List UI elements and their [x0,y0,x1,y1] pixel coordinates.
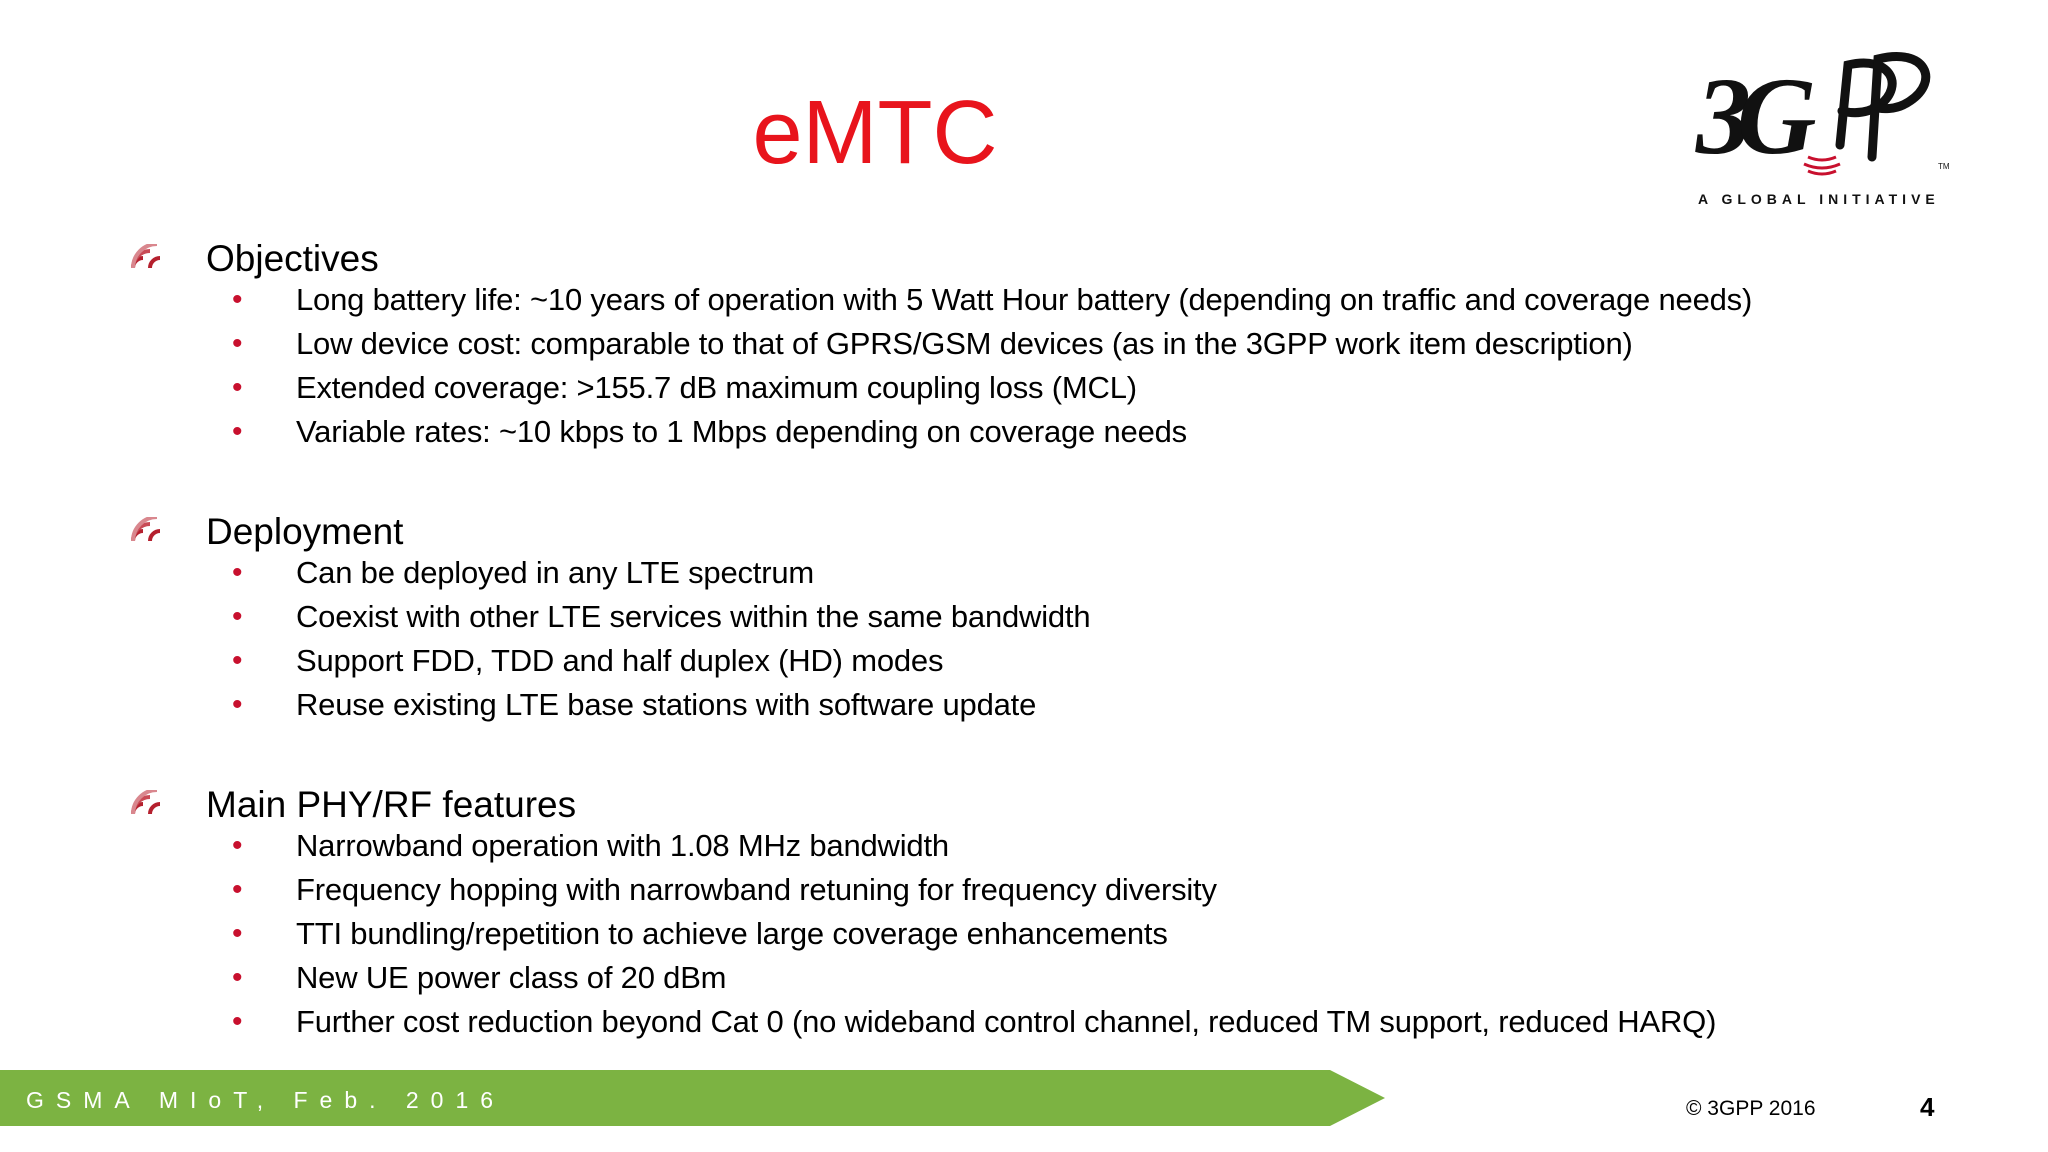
bullet-text: Long battery life: ~10 years of operation with 5 Watt Hour battery (depending on traffic and coverage needs) [296,282,1753,317]
bullet-text: Reuse existing LTE base stations with software update [296,687,1037,722]
bullet-text: Variable rates: ~10 kbps to 1 Mbps depending on coverage needs [296,414,1187,449]
bullet-glyph: • [232,917,243,950]
bullet-text: Coexist with other LTE services within the same bandwidth [296,599,1091,634]
bullet-item [0,868,1900,912]
bullet-item [0,322,1900,366]
bullet-text: Low device cost: comparable to that of GPRS/GSM devices (as in the 3GPP work item description) [296,326,1633,361]
bullet-text: TTI bundling/repetition to achieve large coverage enhancements [296,916,1168,951]
bullet-item [0,639,1900,683]
bullet-glyph: • [232,1005,243,1038]
bullet-item [0,956,1900,1000]
bullet-item [0,366,1900,410]
bullet-text: Narrowband operation with 1.08 MHz bandwidth [296,828,949,863]
bullet-glyph: • [232,327,243,360]
bullet-text: Extended coverage: >155.7 dB maximum coupling loss (MCL) [296,370,1137,405]
section-header [130,780,1930,830]
bullet-glyph: • [232,688,243,721]
bullet-glyph: • [232,644,243,677]
section-title: Main PHY/RF features [206,784,577,825]
bullet-text: Frequency hopping with narrowband retuning for frequency diversity [296,872,1217,907]
bullet-glyph: • [232,829,243,862]
bullet-item [0,1000,1900,1044]
bullet-item [0,551,1900,595]
bullet-glyph: • [232,283,243,316]
section-title: Objectives [206,238,379,279]
bullet-text: Further cost reduction beyond Cat 0 (no wideband control channel, reduced TM support, reduced HARQ) [296,1004,1717,1039]
bullet-glyph: • [232,415,243,448]
bullet-text: Can be deployed in any LTE spectrum [296,555,815,590]
bullet-glyph: • [232,600,243,633]
slide-title: eMTC [752,83,998,183]
bullet-text: Support FDD, TDD and half duplex (HD) modes [296,643,944,678]
footer-label: GSMA MIoT, Feb. 2016 [26,1087,506,1113]
bullet-item [0,824,1900,868]
bullet-item [0,912,1900,956]
page-number: 4 [1920,1092,1935,1122]
bullet-item [0,683,1900,727]
bullet-glyph: • [232,873,243,906]
section-title: Deployment [206,511,404,552]
bullet-glyph: • [232,961,243,994]
bullet-item [0,410,1900,454]
svg-text:3G: 3G [1696,55,1803,177]
signal-waves-icon [130,517,164,545]
3gpp-logo-icon [1690,45,1970,185]
signal-waves-icon [130,790,164,818]
bullet-glyph: • [232,371,243,404]
section-header [130,234,1930,284]
bullet-text: New UE power class of 20 dBm [296,960,727,995]
bullet-item [0,278,1900,322]
logo-tagline: A GLOBAL INITIATIVE [1698,191,1940,207]
3gpp-logo [1690,45,1970,215]
copyright-notice: © 3GPP 2016 [1686,1097,1816,1120]
logo-trademark: TM [1938,162,1950,171]
bullet-glyph: • [232,556,243,589]
bullet-item [0,595,1900,639]
signal-waves-icon [130,244,164,272]
section-header [130,507,1930,557]
